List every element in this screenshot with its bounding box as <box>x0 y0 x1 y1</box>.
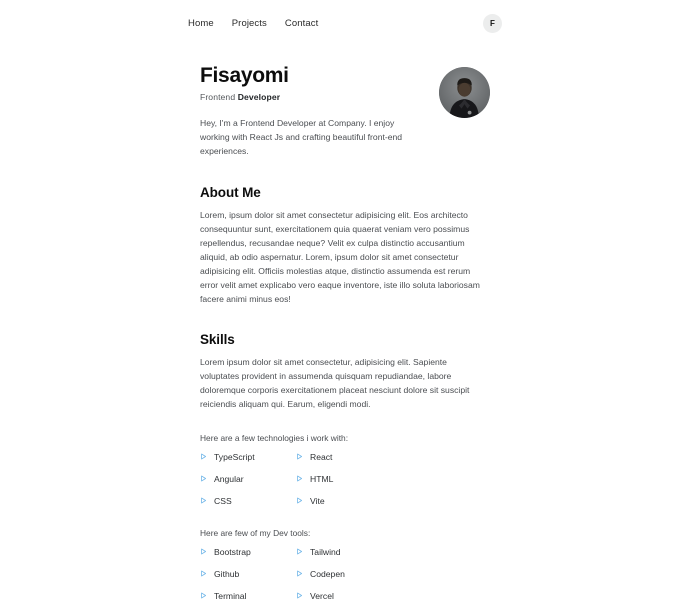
triangle-right-icon <box>296 475 303 482</box>
hero-role-prefix: Frontend <box>200 92 238 103</box>
page-content <box>0 46 688 601</box>
list-item-label: Angular <box>214 473 244 484</box>
triangle-right-icon <box>200 497 207 504</box>
about-heading: About Me <box>200 184 261 200</box>
triangle-right-icon <box>296 497 303 504</box>
triangle-right-icon <box>200 592 207 599</box>
triangle-right-icon <box>200 548 207 555</box>
list-item <box>200 474 296 484</box>
skills-heading: Skills <box>200 331 235 347</box>
list-item-label: Terminal <box>214 590 247 601</box>
list-item-label: Vercel <box>310 590 334 601</box>
list-item-label: React <box>310 451 333 462</box>
list-item-label: Bootstrap <box>214 546 251 557</box>
hero-intro-text: Hey, I'm a Frontend Developer at Company. I enjoy working with React Js and crafting beautiful front-end experiences. <box>200 118 403 156</box>
technologies-label: Here are a few technologies i work with: <box>200 432 349 443</box>
list-item <box>296 452 392 462</box>
profile-photo-image <box>439 67 490 118</box>
nav-link-contact[interactable]: Contact <box>284 17 319 29</box>
hero-text <box>200 64 428 159</box>
list-item <box>296 547 392 557</box>
devtools-list <box>200 547 490 601</box>
about-section <box>200 185 490 306</box>
triangle-right-icon <box>296 592 303 599</box>
page-title: Fisayomi <box>200 64 289 87</box>
skills-body-text: Lorem ipsum dolor sit amet consectetur, adipisicing elit. Sapiente voluptates provident in assumenda quisquam repudiandae, labore doloremque corporis exercitationem placeat nesciunt dolore sit suscipit reiciendis aliquam qui. Earum, eligendi modi. <box>200 356 470 409</box>
list-item-label: Tailwind <box>310 546 341 557</box>
triangle-right-icon <box>200 475 207 482</box>
list-item <box>200 547 296 557</box>
nav-link-home[interactable]: Home <box>188 17 214 29</box>
triangle-right-icon <box>200 570 207 577</box>
hero-role <box>200 92 428 102</box>
about-body-text: Lorem, ipsum dolor sit amet consectetur adipisicing elit. Eos architecto consequuntur sunt, exercitationem quia quaerat veniam vero possimus repellendus, recusandae neque? Velit ex culpa distinctio accusantium aliquid, ab odio aspernatur. Lorem, ipsum dolor sit amet consectetur adipisicing elit. Officiis molestias atque, distinctio assumenda est rerum error velit amet explicabo vero eaque inventore, iste illo soluta laboriosam facere animi minus eos! <box>200 209 480 304</box>
devtools-label: Here are few of my Dev tools: <box>200 527 311 538</box>
list-item <box>296 591 392 601</box>
list-item <box>200 569 296 579</box>
triangle-right-icon <box>296 570 303 577</box>
list-item-label: Vite <box>310 495 325 506</box>
list-item-label: Github <box>214 568 240 579</box>
triangle-right-icon <box>200 453 207 460</box>
skills-section <box>200 332 490 601</box>
technologies-list <box>200 452 490 506</box>
list-item-label: HTML <box>310 473 334 484</box>
list-item <box>200 591 296 601</box>
top-navigation-bar <box>0 0 688 46</box>
list-item <box>296 474 392 484</box>
list-item-label: TypeScript <box>214 451 255 462</box>
nav-links <box>188 18 318 29</box>
triangle-right-icon <box>296 453 303 460</box>
list-item-label: Codepen <box>310 568 345 579</box>
nav-link-projects[interactable]: Projects <box>231 17 267 29</box>
devtools-block <box>200 528 490 601</box>
list-item <box>296 496 392 506</box>
list-item <box>200 452 296 462</box>
list-item <box>200 496 296 506</box>
hero-section <box>200 46 490 159</box>
list-item <box>296 569 392 579</box>
technologies-block <box>200 433 490 506</box>
avatar-badge[interactable]: F <box>483 14 502 33</box>
profile-photo <box>439 67 490 118</box>
triangle-right-icon <box>296 548 303 555</box>
list-item-label: CSS <box>214 495 232 506</box>
hero-role-bold: Developer <box>237 92 281 103</box>
